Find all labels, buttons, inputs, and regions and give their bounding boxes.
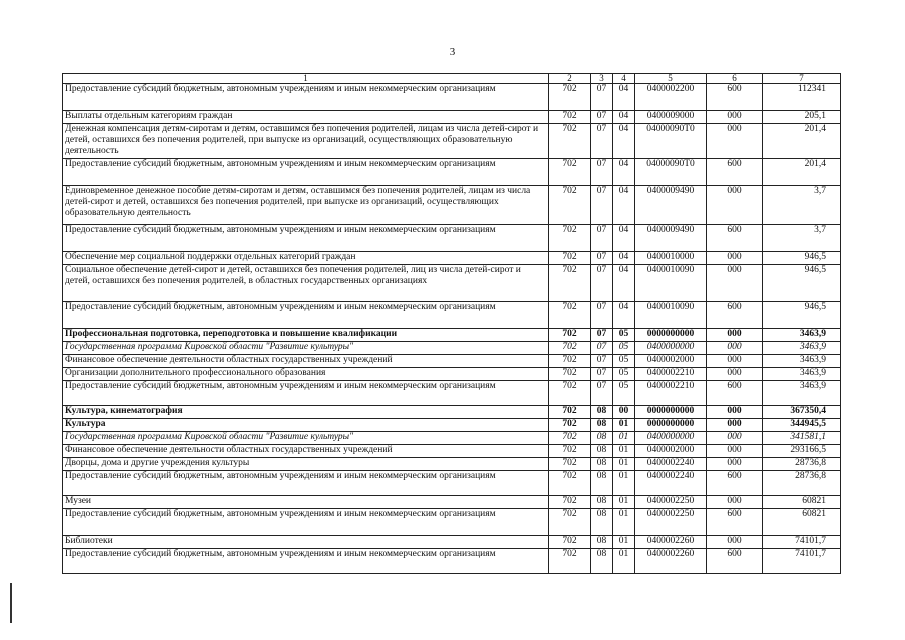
row-expense-type-cell: 000 — [707, 252, 763, 265]
row-section-cell: 08 — [591, 458, 613, 471]
row-expense-type-cell: 000 — [707, 111, 763, 124]
table-row — [63, 159, 841, 186]
table-row — [63, 186, 841, 225]
row-amount-cell: 28736,8 — [763, 458, 841, 471]
row-section-cell: 07 — [591, 159, 613, 186]
row-subsection-cell: 05 — [613, 381, 635, 406]
table-row — [63, 342, 841, 355]
row-section-cell: 07 — [591, 329, 613, 342]
header-row — [63, 74, 841, 84]
row-ministry-code-cell: 702 — [549, 342, 591, 355]
row-expense-type-cell: 600 — [707, 225, 763, 252]
row-target-article-cell: 0400002000 — [635, 355, 707, 368]
row-subsection-cell: 05 — [613, 329, 635, 342]
table-row — [63, 549, 841, 574]
row-expense-type-cell: 600 — [707, 549, 763, 574]
row-section-cell: 07 — [591, 342, 613, 355]
row-name-cell: Финансовое обеспечение деятельности областных государственных учреждений — [63, 355, 549, 368]
row-amount-cell: 293166,5 — [763, 445, 841, 458]
row-name-cell: Предоставление субсидий бюджетным, автономным учреждениям и иным некоммерческим организациям — [63, 225, 549, 252]
row-target-article-cell: 0400002260 — [635, 536, 707, 549]
row-ministry-code-cell: 702 — [549, 124, 591, 159]
row-expense-type-cell: 600 — [707, 381, 763, 406]
row-amount-cell: 946,5 — [763, 252, 841, 265]
row-subsection-cell: 04 — [613, 252, 635, 265]
row-subsection-cell: 01 — [613, 419, 635, 432]
row-ministry-code-cell: 702 — [549, 549, 591, 574]
table-row — [63, 302, 841, 329]
row-ministry-code-cell: 702 — [549, 368, 591, 381]
row-subsection-cell: 04 — [613, 84, 635, 111]
row-amount-cell: 3463,9 — [763, 368, 841, 381]
row-subsection-cell: 01 — [613, 432, 635, 445]
row-expense-type-cell: 000 — [707, 406, 763, 419]
row-target-article-cell: 0400010000 — [635, 252, 707, 265]
row-ministry-code-cell: 702 — [549, 252, 591, 265]
header-cell: 6 — [707, 74, 763, 84]
margin-mark — [10, 583, 12, 623]
row-name-cell: Предоставление субсидий бюджетным, автономным учреждениям и иным некоммерческим организациям — [63, 549, 549, 574]
row-ministry-code-cell: 702 — [549, 302, 591, 329]
row-section-cell: 08 — [591, 536, 613, 549]
row-amount-cell: 367350,4 — [763, 406, 841, 419]
row-name-cell: Предоставление субсидий бюджетным, автономным учреждениям и иным некоммерческим организациям — [63, 159, 549, 186]
row-name-cell: Социальное обеспечение детей-сирот и детей, оставшихся без попечения родителей, лиц из числа детей-сирот и детей, оставшихся без попечения родителей, в областных государственных организациях — [63, 265, 549, 302]
table-body — [63, 74, 841, 574]
row-ministry-code-cell: 702 — [549, 329, 591, 342]
row-target-article-cell: 0400002210 — [635, 381, 707, 406]
table-row — [63, 252, 841, 265]
row-amount-cell: 341581,1 — [763, 432, 841, 445]
row-section-cell: 07 — [591, 355, 613, 368]
table-row — [63, 445, 841, 458]
row-name-cell: Предоставление субсидий бюджетным, автономным учреждениям и иным некоммерческим организациям — [63, 509, 549, 536]
row-amount-cell: 74101,7 — [763, 549, 841, 574]
row-subsection-cell: 04 — [613, 225, 635, 252]
row-amount-cell: 3,7 — [763, 225, 841, 252]
row-section-cell: 08 — [591, 445, 613, 458]
table-row — [63, 124, 841, 159]
row-name-cell: Предоставление субсидий бюджетным, автономным учреждениям и иным некоммерческим организациям — [63, 381, 549, 406]
row-target-article-cell: 0000000000 — [635, 406, 707, 419]
row-amount-cell: 74101,7 — [763, 536, 841, 549]
table-row — [63, 496, 841, 509]
row-expense-type-cell: 000 — [707, 265, 763, 302]
row-section-cell: 07 — [591, 265, 613, 302]
row-ministry-code-cell: 702 — [549, 406, 591, 419]
row-target-article-cell: 0400002200 — [635, 84, 707, 111]
row-subsection-cell: 04 — [613, 159, 635, 186]
row-expense-type-cell: 000 — [707, 186, 763, 225]
table-row — [63, 458, 841, 471]
row-section-cell: 07 — [591, 381, 613, 406]
table-row — [63, 381, 841, 406]
row-expense-type-cell: 000 — [707, 124, 763, 159]
table-row — [63, 368, 841, 381]
row-ministry-code-cell: 702 — [549, 509, 591, 536]
table-row — [63, 355, 841, 368]
row-expense-type-cell: 600 — [707, 84, 763, 111]
row-section-cell: 08 — [591, 509, 613, 536]
row-amount-cell: 205,1 — [763, 111, 841, 124]
table-row — [63, 419, 841, 432]
row-target-article-cell: 0400002250 — [635, 509, 707, 536]
row-amount-cell: 60821 — [763, 496, 841, 509]
row-target-article-cell: 0400002240 — [635, 471, 707, 496]
row-name-cell: Государственная программа Кировской области "Развитие культуры" — [63, 432, 549, 445]
row-expense-type-cell: 600 — [707, 159, 763, 186]
row-amount-cell: 60821 — [763, 509, 841, 536]
row-name-cell: Выплаты отдельным категориям граждан — [63, 111, 549, 124]
row-amount-cell: 3463,9 — [763, 329, 841, 342]
table-row — [63, 329, 841, 342]
table-row — [63, 432, 841, 445]
row-ministry-code-cell: 702 — [549, 471, 591, 496]
row-section-cell: 07 — [591, 84, 613, 111]
row-subsection-cell: 01 — [613, 471, 635, 496]
row-name-cell: Дворцы, дома и другие учреждения культуры — [63, 458, 549, 471]
row-section-cell: 07 — [591, 252, 613, 265]
row-ministry-code-cell: 702 — [549, 458, 591, 471]
header-cell: 3 — [591, 74, 613, 84]
table-row — [63, 111, 841, 124]
row-section-cell: 07 — [591, 368, 613, 381]
row-target-article-cell: 0400002240 — [635, 458, 707, 471]
row-subsection-cell: 05 — [613, 342, 635, 355]
table-row — [63, 536, 841, 549]
row-amount-cell: 3463,9 — [763, 381, 841, 406]
row-section-cell: 07 — [591, 225, 613, 252]
row-section-cell: 07 — [591, 302, 613, 329]
row-name-cell: Культура, кинематография — [63, 406, 549, 419]
table-row — [63, 471, 841, 496]
row-section-cell: 08 — [591, 471, 613, 496]
row-subsection-cell: 01 — [613, 509, 635, 536]
row-amount-cell: 28736,8 — [763, 471, 841, 496]
row-target-article-cell: 0000000000 — [635, 419, 707, 432]
row-expense-type-cell: 000 — [707, 496, 763, 509]
row-expense-type-cell: 000 — [707, 342, 763, 355]
row-expense-type-cell: 000 — [707, 458, 763, 471]
row-expense-type-cell: 000 — [707, 355, 763, 368]
table-row — [63, 265, 841, 302]
row-target-article-cell: 0400002210 — [635, 368, 707, 381]
row-amount-cell: 3463,9 — [763, 342, 841, 355]
header-cell: 2 — [549, 74, 591, 84]
row-ministry-code-cell: 702 — [549, 381, 591, 406]
row-target-article-cell: 0400009490 — [635, 225, 707, 252]
row-name-cell: Музеи — [63, 496, 549, 509]
row-name-cell: Финансовое обеспечение деятельности областных государственных учреждений — [63, 445, 549, 458]
row-ministry-code-cell: 702 — [549, 432, 591, 445]
row-subsection-cell: 04 — [613, 302, 635, 329]
row-ministry-code-cell: 702 — [549, 445, 591, 458]
budget-table — [62, 73, 841, 574]
row-ministry-code-cell: 702 — [549, 111, 591, 124]
row-ministry-code-cell: 702 — [549, 186, 591, 225]
row-name-cell: Единовременное денежное пособие детям-сиротам и детям, оставшимся без попечения родителей, лицам из числа детей-сирот и детей, оставшихся без попечения родителей, при выпуске из организаций, осуществляющих образовательную деятельность — [63, 186, 549, 225]
table-row — [63, 509, 841, 536]
header-cell: 1 — [63, 74, 549, 84]
row-amount-cell: 946,5 — [763, 265, 841, 302]
row-section-cell: 08 — [591, 419, 613, 432]
row-subsection-cell: 04 — [613, 111, 635, 124]
row-ministry-code-cell: 702 — [549, 159, 591, 186]
row-name-cell: Предоставление субсидий бюджетным, автономным учреждениям и иным некоммерческим организациям — [63, 302, 549, 329]
row-amount-cell: 201,4 — [763, 159, 841, 186]
row-target-article-cell: 0400010090 — [635, 302, 707, 329]
row-ministry-code-cell: 702 — [549, 419, 591, 432]
header-cell: 7 — [763, 74, 841, 84]
row-name-cell: Предоставление субсидий бюджетным, автономным учреждениям и иным некоммерческим организациям — [63, 84, 549, 111]
row-section-cell: 08 — [591, 406, 613, 419]
row-expense-type-cell: 600 — [707, 471, 763, 496]
header-cell: 4 — [613, 74, 635, 84]
row-name-cell: Культура — [63, 419, 549, 432]
row-name-cell: Предоставление субсидий бюджетным, автономным учреждениям и иным некоммерческим организациям — [63, 471, 549, 496]
row-section-cell: 07 — [591, 124, 613, 159]
row-section-cell: 08 — [591, 549, 613, 574]
row-section-cell: 07 — [591, 186, 613, 225]
row-subsection-cell: 04 — [613, 265, 635, 302]
row-expense-type-cell: 000 — [707, 445, 763, 458]
row-target-article-cell: 0400002260 — [635, 549, 707, 574]
row-ministry-code-cell: 702 — [549, 225, 591, 252]
row-subsection-cell: 01 — [613, 445, 635, 458]
row-subsection-cell: 01 — [613, 496, 635, 509]
page-number: 3 — [449, 46, 456, 58]
row-amount-cell: 946,5 — [763, 302, 841, 329]
row-name-cell: Библиотеки — [63, 536, 549, 549]
row-section-cell: 07 — [591, 111, 613, 124]
row-ministry-code-cell: 702 — [549, 355, 591, 368]
row-name-cell: Денежная компенсация детям-сиротам и детям, оставшимся без попечения родителей, лицам из числа детей-сирот и детей, оставшихся без попечения родителей, при выпуске из организаций, осуществляющих образовательную деятельность — [63, 124, 549, 159]
row-expense-type-cell: 000 — [707, 432, 763, 445]
row-expense-type-cell: 000 — [707, 368, 763, 381]
row-subsection-cell: 00 — [613, 406, 635, 419]
row-expense-type-cell: 000 — [707, 419, 763, 432]
row-name-cell: Профессиональная подготовка, переподготовка и повышение квалификации — [63, 329, 549, 342]
row-subsection-cell: 01 — [613, 536, 635, 549]
row-subsection-cell: 05 — [613, 368, 635, 381]
row-expense-type-cell: 000 — [707, 329, 763, 342]
row-subsection-cell: 04 — [613, 124, 635, 159]
row-target-article-cell: 0400002250 — [635, 496, 707, 509]
header-cell: 5 — [635, 74, 707, 84]
row-name-cell: Организации дополнительного профессионального образования — [63, 368, 549, 381]
row-amount-cell: 3463,9 — [763, 355, 841, 368]
table-row — [63, 406, 841, 419]
table-row — [63, 225, 841, 252]
row-amount-cell: 201,4 — [763, 124, 841, 159]
row-subsection-cell: 01 — [613, 549, 635, 574]
row-subsection-cell: 04 — [613, 186, 635, 225]
row-amount-cell: 3,7 — [763, 186, 841, 225]
row-ministry-code-cell: 702 — [549, 265, 591, 302]
row-name-cell: Обеспечение мер социальной поддержки отдельных категорий граждан — [63, 252, 549, 265]
row-target-article-cell: 04000090Т0 — [635, 124, 707, 159]
row-ministry-code-cell: 702 — [549, 84, 591, 111]
row-section-cell: 08 — [591, 432, 613, 445]
row-target-article-cell: 0400002000 — [635, 445, 707, 458]
row-subsection-cell: 01 — [613, 458, 635, 471]
row-amount-cell: 112341 — [763, 84, 841, 111]
row-name-cell: Государственная программа Кировской области "Развитие культуры" — [63, 342, 549, 355]
row-subsection-cell: 05 — [613, 355, 635, 368]
row-expense-type-cell: 600 — [707, 509, 763, 536]
row-target-article-cell: 0000000000 — [635, 329, 707, 342]
row-target-article-cell: 0400009490 — [635, 186, 707, 225]
row-expense-type-cell: 600 — [707, 302, 763, 329]
row-target-article-cell: 0400000000 — [635, 342, 707, 355]
table-row — [63, 84, 841, 111]
row-target-article-cell: 04000090Т0 — [635, 159, 707, 186]
row-ministry-code-cell: 702 — [549, 496, 591, 509]
row-ministry-code-cell: 702 — [549, 536, 591, 549]
row-target-article-cell: 0400000000 — [635, 432, 707, 445]
row-target-article-cell: 0400010090 — [635, 265, 707, 302]
row-section-cell: 08 — [591, 496, 613, 509]
row-amount-cell: 344945,5 — [763, 419, 841, 432]
row-expense-type-cell: 000 — [707, 536, 763, 549]
row-target-article-cell: 0400009000 — [635, 111, 707, 124]
